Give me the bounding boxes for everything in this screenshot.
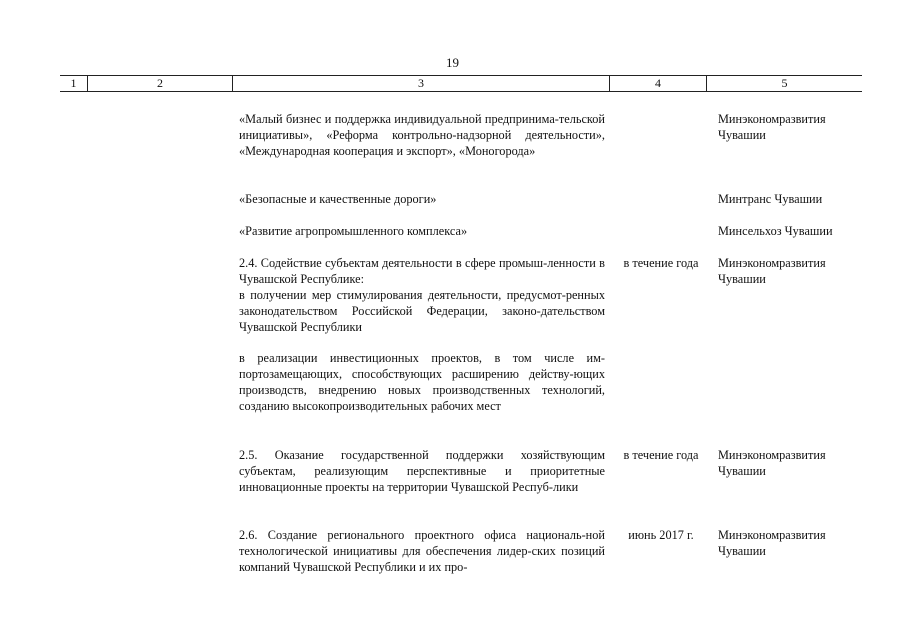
column-header-4: 4 (610, 76, 707, 91)
row-date-2-4: в течение года (623, 256, 699, 270)
page-number: 19 (446, 55, 459, 70)
row-text-agro: «Развитие агропромышленного комплекса» (239, 224, 468, 238)
row-executor-2-5: Минэкономразвития Чувашии (718, 448, 826, 478)
row-text-2-6: 2.6. Создание регионального проектного офиса националь-ной технологической инициативы для обеспечения лидер-ских позиций компаний Чувашской Республики и их про- (239, 528, 605, 574)
row-executor-roads: Минтранс Чувашии (718, 192, 823, 206)
row-text-small-business: «Малый бизнес и поддержка индивидуальной предпринима-тельской инициативы», «Реформа контрольно-надзорной деятельности», «Международная кооперация и экспорт», «Моногорода» (239, 112, 605, 158)
row-text-roads: «Безопасные и качественные дороги» (239, 192, 437, 206)
row-executor-small-business: Минэкономразвития Чувашии (718, 112, 826, 142)
row-executor-2-6: Минэкономразвития Чувашии (718, 528, 826, 558)
row-text-2-4-investment: в реализации инвестиционных проектов, в том числе им-портозамещающих, способствующих расширению действу-ющих производств, внедрению новых производственных технологий, созданию высокопроизводительных рабочих мест (239, 351, 605, 413)
row-text-2-5: 2.5. Оказание государственной поддержки хозяйствующим субъектам, реализующим перспективные и приоритетные инновационные проекты на территории Чувашской Респуб-лики (239, 448, 605, 494)
row-text-2-4: 2.4. Содействие субъектам деятельности в сфере промыш-ленности в Чувашской Республике: (239, 256, 605, 286)
column-header-5: 5 (781, 76, 788, 90)
row-date-2-5: в течение года (623, 448, 699, 462)
table-header-row (60, 75, 862, 92)
column-header-2: 2 (88, 76, 233, 91)
row-text-2-4-incentives: в получении мер стимулирования деятельности, предусмот-ренных законодательством Российской Федерации, законо-дательством Чувашской Республики (239, 288, 605, 334)
row-executor-2-4: Минэкономразвития Чувашии (718, 256, 826, 286)
column-header-3: 3 (233, 76, 610, 91)
row-executor-agro: Минсельхоз Чувашии (718, 224, 833, 238)
row-date-2-6: июнь 2017 г. (628, 528, 694, 542)
column-header-1: 1 (60, 76, 88, 91)
